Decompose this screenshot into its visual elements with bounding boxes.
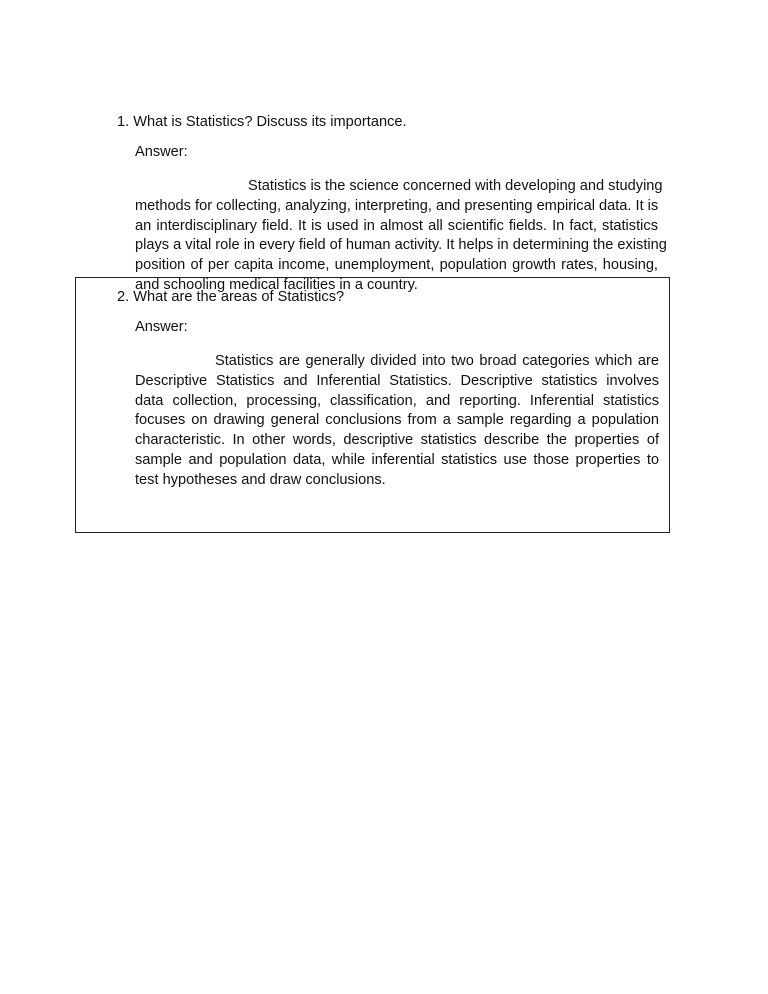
answer-line: test hypotheses and draw conclusions. — [135, 471, 386, 488]
answer-label-1: Answer: — [135, 144, 188, 160]
answer-line: Descriptive Statistics and Inferential Statistics. Descriptive statistics involves — [135, 372, 659, 389]
question-2: 2. What are the areas of Statistics? — [117, 289, 345, 305]
answer-label-2: Answer: — [135, 319, 188, 335]
answer-line: sample and population data, while inferential statistics use those properties to — [135, 451, 659, 468]
answer-line: plays a vital role in every field of human activity. It helps in determining the existing — [135, 237, 667, 254]
answer-line: an interdisciplinary field. It is used in almost all scientific fields. In fact, statistics — [135, 217, 658, 234]
answer-line: and schooling medical facilities in a country. — [135, 276, 418, 293]
answer-line: Statistics is the science concerned with developing and studying — [248, 178, 663, 194]
answer-text-2 — [135, 352, 659, 491]
answer-line: Statistics are generally divided into two broad categories which are — [215, 353, 659, 369]
answer-line: focuses on drawing general conclusions from a sample regarding a population — [135, 412, 659, 429]
answer-line: position of per capita income, unemployment, population growth rates, housing, — [135, 257, 658, 274]
answer-line: data collection, processing, classification, and reporting. Inferential statistics — [135, 392, 659, 409]
answer-line: characteristic. In other words, descriptive statistics describe the properties of — [135, 432, 659, 449]
answer-text-1 — [135, 177, 667, 296]
answer-line: methods for collecting, analyzing, interpreting, and presenting empirical data. It is — [135, 197, 659, 214]
question-1: 1. What is Statistics? Discuss its importance. — [117, 114, 407, 130]
